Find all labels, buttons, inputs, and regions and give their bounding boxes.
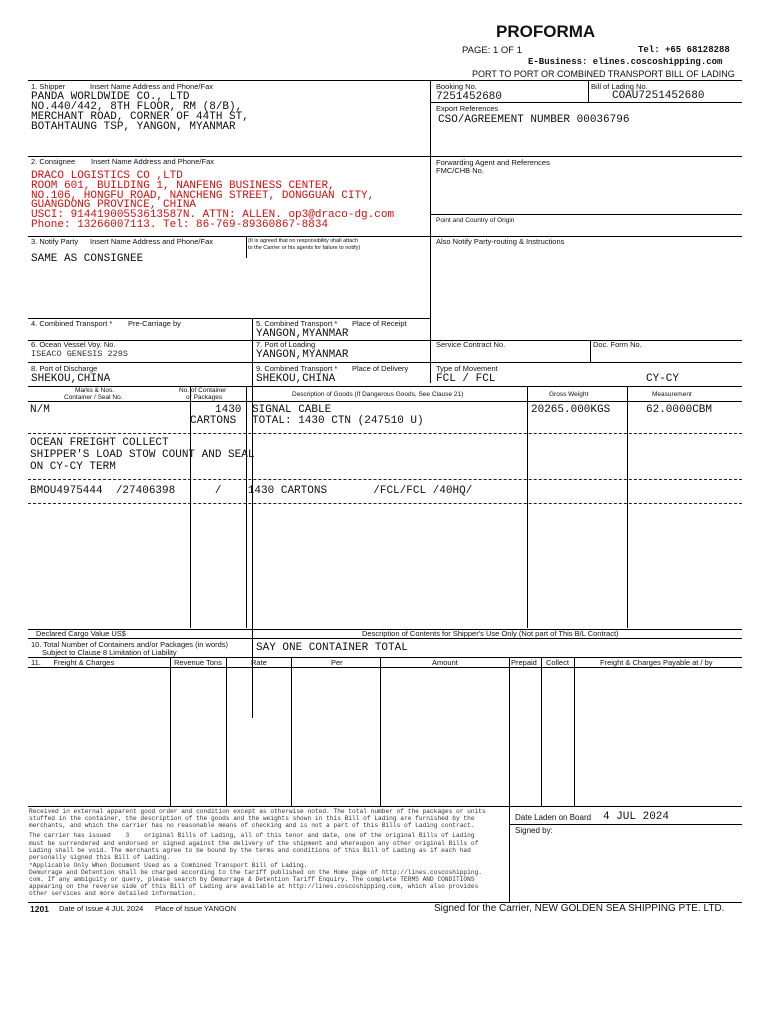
shipper-hint: Insert Name Address and Phone/Fax	[90, 82, 213, 91]
consignee-line: GUANGDONG PROVINCE, CHINA	[31, 199, 197, 211]
freight-header: Collect	[546, 658, 569, 667]
bl-label: Bill of Lading No.	[591, 82, 648, 91]
marks-header: Marks & Nos.	[75, 387, 115, 394]
place-of-receipt: YANGON,MYANMAR	[256, 328, 349, 340]
precarriage-sub: Pre-Carriage by	[128, 319, 181, 328]
goods-total: TOTAL: 1430 CTN (247510 U)	[252, 415, 424, 427]
gross-weight-value: 20265.000KGS	[531, 404, 611, 416]
movement-label: Type of Movement	[436, 364, 498, 373]
discharge-label: 8. Port of Discharge	[31, 364, 98, 373]
rule	[509, 824, 742, 825]
dashed-separator	[28, 433, 742, 434]
delivery-label: 9. Combined Transport *	[256, 364, 338, 373]
laden-label: Date Laden on Board	[515, 813, 592, 822]
terms-line: stuffed in the container, the description of the goods and the weights shown in this Bill of Lading are furnished by the	[29, 815, 475, 822]
freight-note: SHIPPER'S LOAD STOW COUNT AND SEAL	[30, 449, 255, 461]
carrier-tel: Tel: +65 68128288	[638, 45, 730, 55]
export-ref-label: Export References	[436, 104, 499, 113]
rule	[627, 386, 628, 628]
docform-label: Doc. Form No.	[593, 340, 642, 349]
freight-header: Freight & Charges Payable at / by	[600, 658, 713, 667]
terms-line: Received in external apparent good order and condition except as otherwise noted. The total number of the packages or units	[29, 808, 486, 815]
freight-header: Revenue Tons	[174, 658, 222, 667]
freight-note: ON CY-CY TERM	[30, 461, 116, 473]
rule	[509, 657, 510, 806]
rule	[380, 657, 381, 806]
freight-note: OCEAN FREIGHT COLLECT	[30, 437, 169, 449]
contents-label: Description of Contents for Shipper's Use Only (Not part of This B/L Contract)	[362, 629, 619, 638]
gross-weight-header: Gross Weight	[549, 391, 589, 398]
rule	[574, 657, 575, 806]
dashed-separator	[28, 479, 742, 480]
freight-header: Prepaid	[511, 658, 537, 667]
form-code: 1201	[30, 904, 49, 914]
issue-date: Date of Issue 4 JUL 2024	[59, 904, 144, 913]
rule	[226, 657, 227, 806]
signed-by-label: Signed by:	[515, 826, 553, 835]
loading-label: 7. Port of Loading	[256, 340, 316, 349]
freight-header: Per	[331, 658, 343, 667]
service-contract-label: Service Contract No.	[436, 340, 506, 349]
shipper-line: MERCHANT ROAD, CORNER OF 44TH ST,	[31, 111, 249, 123]
rule	[430, 80, 431, 383]
delivery-sub: Place of Delivery	[352, 364, 409, 373]
notify-note: to the Carrier or his agents for failure to notify)	[248, 245, 361, 251]
rule	[509, 806, 510, 902]
movement-term: CY-CY	[646, 373, 680, 385]
package-unit: CARTONS	[190, 415, 237, 427]
container-line: BMOU4975444 /27406398 / 1430 CARTONS /FCL/FCL /40HQ/	[30, 485, 473, 497]
terms-line: merchants, and which the carrier has no reasonable means of checking and is not a part of this Bills of Lading contract.	[29, 822, 475, 829]
rule	[541, 657, 542, 806]
terms-line: must be surrendered and endorsed or signed against the delivery of the shipment and whereupon any other original Bills of	[29, 840, 479, 847]
consignee-line: USCI: 91441900553613587N. ATTN: ALLEN. op3@draco-dg.com	[31, 209, 395, 221]
place-of-delivery: SHEKOU,CHINA	[256, 373, 336, 385]
notify-label: 3. Notify Party	[31, 237, 79, 246]
notify-hint: Insert Name Address and Phone/Fax	[90, 237, 213, 246]
rule	[246, 386, 247, 628]
notify-note: (It is agreed that no responsibility shall attach	[248, 238, 359, 244]
rule	[28, 401, 742, 402]
rule	[28, 362, 742, 363]
rule	[590, 340, 591, 362]
declared-value-label: Declared Cargo Value US$	[36, 629, 126, 638]
consignee-label: 2. Consignee	[31, 157, 76, 166]
total-packages-sub: Subject to Clause 8 Limitation of Liability	[42, 648, 177, 657]
terms-line: Lading shall be void. The merchants agree to be bound by the terms and conditions of this Bill of Lading as if each had	[29, 847, 471, 854]
rule	[588, 80, 589, 102]
measurement-value: 62.0000CBM	[646, 404, 713, 416]
rule	[246, 236, 247, 258]
total-packages-value: SAY ONE CONTAINER TOTAL	[256, 642, 408, 654]
rule	[28, 80, 742, 81]
export-ref-value: CSO/AGREEMENT NUMBER 00036796	[438, 114, 630, 126]
precarriage-label: 4. Combined Transport *	[31, 319, 113, 328]
carrier-ebusiness: E-Business: elines.coscoshipping.com	[528, 57, 723, 67]
consignee-line: NO.106, HONGFU ROAD, NANCHENG STREET, DONGGUAN CITY,	[31, 190, 375, 202]
freight-header: Rate	[251, 658, 267, 667]
measurement-header: Measurement	[652, 391, 692, 398]
booking-label: Booking No.	[436, 82, 477, 91]
description-header: Description of Goods (If Dangerous Goods, See Clause 21)	[292, 391, 464, 398]
terms-line: com. If any ambiguity or query, please search by Demurrage & Detention Tariff Enquiry. The complete TERMS AND CONDITIONS	[29, 876, 475, 883]
terms-line: Demurrage and Detention shall be charged according to the tariff published on the Home page of http://lines.coscoshipping.	[29, 869, 482, 876]
consignee-line: ROOM 601, BUILDING 1, NANFENG BUSINESS CENTER,	[31, 180, 335, 192]
laden-date: 4 JUL 2024	[603, 811, 670, 823]
terms-line: *Applicable Only When Document Used as a Combined Transport Bill of Lading.	[29, 862, 308, 869]
marks-header: Container / Seal No.	[64, 394, 123, 401]
rule	[430, 214, 742, 215]
page-number: PAGE: 1 OF 1	[462, 45, 523, 56]
rule	[28, 386, 742, 387]
terms-line: personally signed this Bill of Lading.	[29, 854, 171, 861]
shipper-line: NO.440/442, 8TH FLOOR, RM (8/B),	[31, 101, 243, 113]
terms-line: appearing on the reverse side of this Bill of Lading are available at http://lines.coscoshipping.com, which also provides	[29, 883, 479, 890]
containers-header: No. of Container	[179, 387, 227, 394]
terms-line: The carrier has issued 3 original Bills of Lading, all of this tenor and date, one of the original Bills of Lading	[29, 832, 475, 839]
goods-description: SIGNAL CABLE	[252, 404, 332, 416]
terms-line: other services and more detailed information.	[29, 890, 197, 897]
shipper-line: BOTAHTAUNG TSP, YANGON, MYANMAR	[31, 121, 236, 133]
rule	[28, 667, 742, 668]
vessel-value: ISEACO GENESIS 229S	[31, 349, 128, 359]
freight-header: 11. Freight & Charges	[31, 658, 115, 667]
total-packages-label: 10. Total Number of Containers and/or Packages (in words)	[31, 640, 229, 649]
booking-number: 7251452680	[436, 91, 503, 103]
receipt-label: 5. Combined Transport *	[256, 319, 338, 328]
dashed-separator	[28, 503, 742, 504]
document-title: PROFORMA	[496, 22, 596, 41]
receipt-sub: Place of Receipt	[352, 319, 407, 328]
port-of-discharge: SHEKOU,CHINA	[31, 373, 111, 385]
fmc-label: FMC/CHB No.	[436, 166, 484, 175]
consignee-line: DRACO LOGISTICS CO ,LTD	[31, 170, 183, 182]
freight-header: Amount	[432, 658, 458, 667]
rule	[28, 806, 742, 807]
document-type: PORT TO PORT OR COMBINED TRANSPORT BILL OF LADING	[472, 69, 735, 79]
also-notify-label: Also Notify Party-routing & Instructions	[436, 237, 565, 246]
notify-value: SAME AS CONSIGNEE	[31, 253, 144, 265]
marks-value: N/M	[30, 404, 50, 416]
vessel-label: 6. Ocean Vessel Voy. No.	[31, 340, 116, 349]
rule	[170, 657, 171, 806]
consignee-line: Phone: 13266007113. Tel: 86-769-89360867-8834	[31, 219, 329, 231]
shipper-line: PANDA WORLDWIDE CO., LTD	[31, 91, 190, 103]
containers-header: or Packages	[186, 394, 223, 401]
forwarding-label: Forwarding Agent and References	[436, 158, 550, 167]
bl-number: COAU7251452680	[612, 90, 705, 102]
consignee-hint: Insert Name Address and Phone/Fax	[91, 157, 214, 166]
rule	[291, 657, 292, 806]
port-of-loading: YANGON,MYANMAR	[256, 349, 349, 361]
shipper-label: 1. Shipper	[31, 82, 66, 91]
issue-place: Place of Issue YANGON	[155, 904, 237, 913]
rule	[28, 638, 742, 639]
package-count: 1430	[215, 404, 242, 416]
rule	[527, 386, 528, 628]
origin-label: Point and Country of Origin	[436, 217, 515, 224]
carrier-signature: Signed for the Carrier, NEW GOLDEN SEA SHIPPING PTE. LTD.	[434, 903, 725, 914]
movement-type: FCL / FCL	[436, 373, 496, 385]
